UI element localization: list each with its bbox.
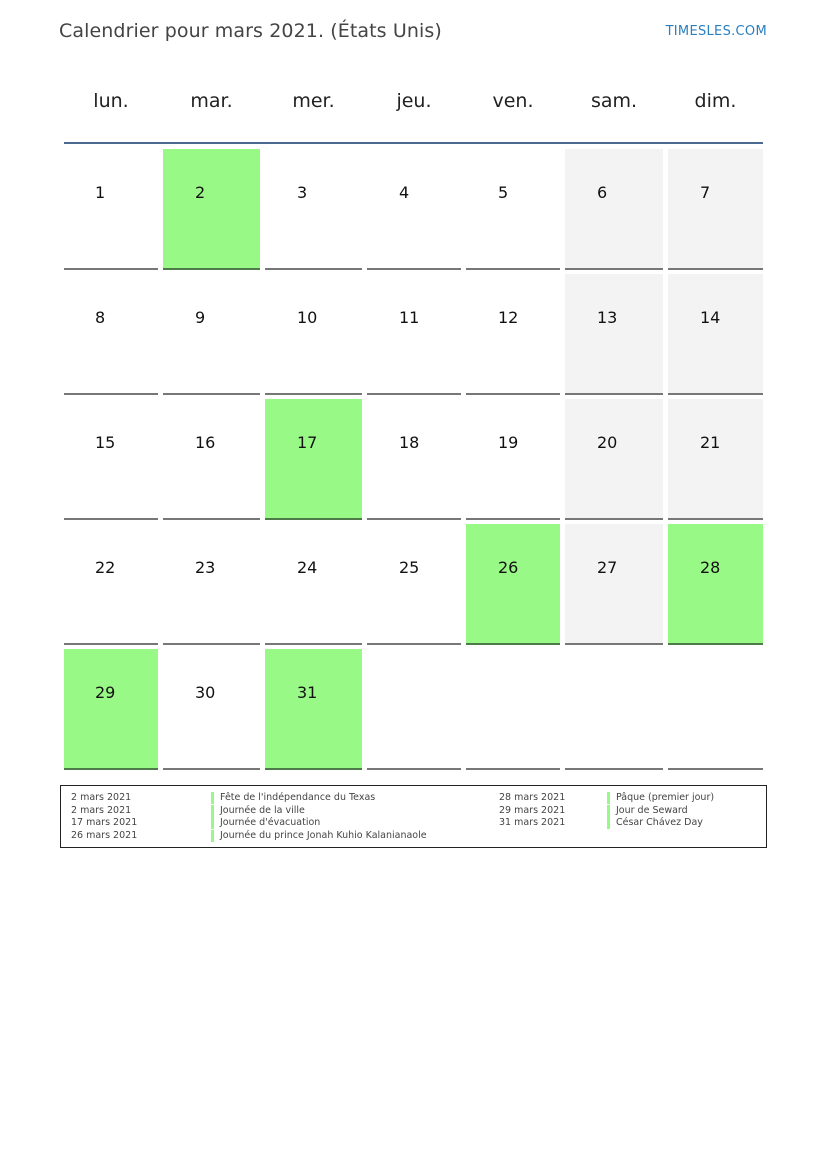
legend-date: 31 mars 2021	[499, 817, 566, 828]
day-cell[interactable]	[64, 274, 158, 395]
legend-holiday-name: Jour de Seward	[607, 805, 688, 817]
day-number: 22	[95, 558, 116, 577]
weekday-label: ven.	[492, 90, 534, 112]
legend-date: 2 mars 2021	[71, 804, 132, 816]
day-cell[interactable]	[265, 399, 362, 520]
legend-date: 29 mars 2021	[499, 804, 566, 816]
day-number: 12	[498, 308, 519, 327]
day-number: 17	[297, 433, 318, 452]
day-number: 3	[297, 183, 308, 202]
legend-holiday-name: Journée d'évacuation	[211, 817, 320, 829]
empty-day-cell	[466, 649, 560, 770]
day-cell[interactable]	[163, 149, 260, 270]
legend-date: 28 mars 2021	[499, 792, 566, 803]
day-cell[interactable]	[466, 399, 560, 520]
day-number: 6	[597, 183, 608, 202]
header-divider	[64, 142, 763, 144]
weekday-label: mar.	[190, 90, 233, 112]
day-number: 8	[95, 308, 106, 327]
day-cell[interactable]	[64, 149, 158, 270]
day-cell[interactable]	[265, 149, 362, 270]
empty-day-cell	[565, 649, 663, 770]
day-number: 13	[597, 308, 618, 327]
day-number: 4	[399, 183, 410, 202]
day-cell[interactable]	[565, 399, 663, 520]
day-number: 31	[297, 683, 318, 702]
legend-holiday-name: Pâque (premier jour)	[607, 792, 714, 804]
day-number: 15	[95, 433, 116, 452]
day-cell[interactable]	[367, 149, 461, 270]
day-cell[interactable]	[367, 524, 461, 645]
page-title: Calendrier pour mars 2021. (États Unis)	[59, 20, 442, 42]
day-number: 28	[700, 558, 721, 577]
legend-date: 26 mars 2021	[71, 829, 138, 841]
weekday-label: lun.	[93, 90, 129, 112]
day-cell[interactable]	[668, 274, 763, 395]
legend-holiday-name: Journée du prince Jonah Kuhio Kalanianaole	[211, 830, 427, 842]
day-number: 20	[597, 433, 618, 452]
day-number: 23	[195, 558, 216, 577]
day-number: 26	[498, 558, 519, 577]
day-number: 29	[95, 683, 116, 702]
day-number: 19	[498, 433, 519, 452]
day-cell[interactable]	[64, 399, 158, 520]
day-cell[interactable]	[163, 274, 260, 395]
day-cell[interactable]	[163, 524, 260, 645]
day-number: 16	[195, 433, 216, 452]
legend-holiday-name: Journée de la ville	[211, 805, 305, 817]
weekday-label: sam.	[590, 90, 638, 112]
day-cell[interactable]	[64, 649, 158, 770]
day-cell[interactable]	[565, 524, 663, 645]
weekday-label: dim.	[694, 90, 737, 112]
day-cell[interactable]	[565, 149, 663, 270]
day-number: 7	[700, 183, 711, 202]
day-number: 21	[700, 433, 721, 452]
empty-day-cell	[367, 649, 461, 770]
day-cell[interactable]	[668, 149, 763, 270]
day-cell[interactable]	[265, 274, 362, 395]
legend-holiday-name: César Chávez Day	[607, 817, 703, 829]
holiday-legend	[60, 785, 767, 848]
site-link[interactable]: TIMESLES.COM	[665, 24, 767, 39]
day-number: 14	[700, 308, 721, 327]
day-cell[interactable]	[265, 524, 362, 645]
day-number: 27	[597, 558, 618, 577]
day-number: 25	[399, 558, 420, 577]
weekday-label: mer.	[292, 90, 335, 112]
day-cell[interactable]	[367, 274, 461, 395]
day-cell[interactable]	[466, 149, 560, 270]
legend-date: 17 mars 2021	[71, 817, 138, 828]
day-number: 30	[195, 683, 216, 702]
day-cell[interactable]	[668, 524, 763, 645]
day-number: 9	[195, 308, 206, 327]
day-cell[interactable]	[265, 649, 362, 770]
legend-date: 2 mars 2021	[71, 792, 132, 803]
day-cell[interactable]	[466, 524, 560, 645]
day-cell[interactable]	[367, 399, 461, 520]
day-number: 11	[399, 308, 420, 327]
day-number: 10	[297, 308, 318, 327]
day-number: 5	[498, 183, 509, 202]
day-number: 18	[399, 433, 420, 452]
day-cell[interactable]	[163, 649, 260, 770]
weekday-header-row	[64, 90, 763, 120]
day-number: 1	[95, 183, 106, 202]
legend-holiday-name: Fête de l'indépendance du Texas	[211, 792, 375, 804]
day-cell[interactable]	[466, 274, 560, 395]
day-cell[interactable]	[64, 524, 158, 645]
weekday-label: jeu.	[396, 90, 432, 112]
day-cell[interactable]	[668, 399, 763, 520]
day-number: 24	[297, 558, 318, 577]
day-number: 2	[195, 183, 206, 202]
day-cell[interactable]	[565, 274, 663, 395]
day-cell[interactable]	[163, 399, 260, 520]
empty-day-cell	[668, 649, 763, 770]
